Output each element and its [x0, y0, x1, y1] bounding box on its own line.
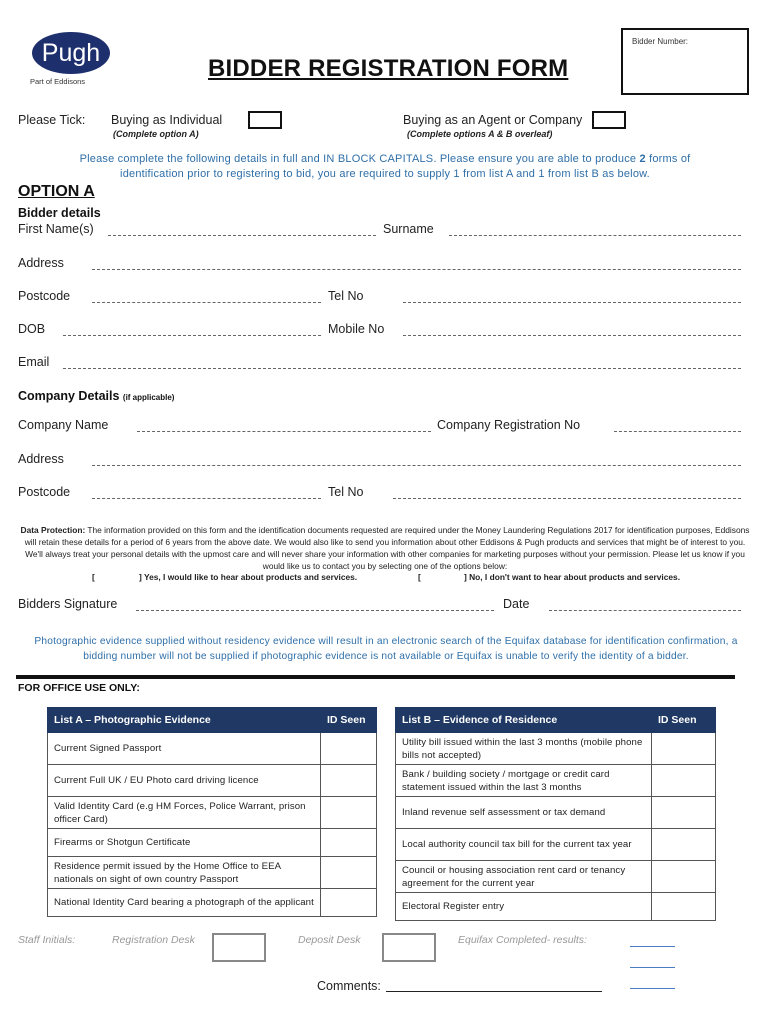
- company-heading-text: Company Details: [18, 389, 120, 403]
- mobile-label: Mobile No: [328, 322, 385, 336]
- table-row: [396, 861, 716, 893]
- list-b-id-seen-cell[interactable]: [652, 829, 716, 861]
- office-use-heading: FOR OFFICE USE ONLY:: [18, 682, 140, 694]
- postcode-label: Postcode: [18, 289, 71, 303]
- address-label: Address: [18, 256, 64, 270]
- list-b-item: Inland revenue self assessment or tax demand: [396, 797, 652, 829]
- equifax-result-line-1[interactable]: [630, 946, 675, 947]
- company-tel-label: Tel No: [328, 485, 364, 499]
- data-protection-label: Data Protection:: [20, 525, 86, 535]
- company-address-label: Address: [18, 452, 64, 466]
- email-field[interactable]: [63, 368, 741, 369]
- table-row: [48, 733, 377, 765]
- first-name-field[interactable]: [108, 235, 376, 236]
- staff-initials-label: Staff Initials:: [18, 934, 76, 946]
- list-a-item: Current Full UK / EU Photo card driving licence: [48, 765, 321, 797]
- option-a-heading: OPTION A: [18, 183, 95, 200]
- date-label: Date: [503, 597, 530, 611]
- company-name-label: Company Name: [18, 418, 109, 432]
- list-b-item: Local authority council tax bill for the current tax year: [396, 829, 652, 861]
- list-b-item: Bank / building society / mortgage or credit card statement issued within the last 3 months: [396, 765, 652, 797]
- tel-label: Tel No: [328, 289, 364, 303]
- marketing-yes-bracket[interactable]: [: [92, 572, 95, 582]
- logo-text: Pugh: [41, 39, 101, 67]
- dob-field[interactable]: [63, 335, 321, 336]
- tel-field[interactable]: [403, 302, 741, 303]
- dob-label: DOB: [18, 322, 46, 336]
- list-b-item: Electoral Register entry: [396, 893, 652, 921]
- list-a-header: List A – Photographic Evidence: [48, 708, 321, 733]
- please-tick-label: Please Tick:: [18, 113, 86, 127]
- surname-field[interactable]: [449, 235, 741, 236]
- list-a-id-seen-cell[interactable]: [321, 889, 377, 917]
- list-b-item: Council or housing association rent card or tenancy agreement for the current year: [396, 861, 652, 893]
- company-details-heading: [18, 389, 174, 403]
- individual-checkbox[interactable]: [248, 111, 282, 129]
- signature-field[interactable]: [136, 610, 494, 611]
- company-heading-sub: (if applicable): [122, 393, 175, 402]
- list-a-item: Firearms or Shotgun Certificate: [48, 829, 321, 857]
- list-b-id-seen-cell[interactable]: [652, 765, 716, 797]
- intro-line2: identification prior to registering to bid, you are required to supply 1 from list A and 1 from list B as below.: [120, 168, 650, 180]
- list-a-id-seen-cell[interactable]: [321, 829, 377, 857]
- list-b-id-seen-header: ID Seen: [652, 708, 716, 733]
- deposit-desk-box[interactable]: [382, 933, 436, 962]
- table-row: [48, 797, 377, 829]
- list-a-table: [47, 707, 377, 917]
- registration-desk-box[interactable]: [212, 933, 266, 962]
- buying-agent-sub: (Complete options A & B overleaf): [407, 129, 553, 139]
- list-a-item: National Identity Card bearing a photograph of the applicant: [48, 889, 321, 917]
- list-b-header-row: [396, 708, 716, 733]
- table-row: [396, 765, 716, 797]
- company-tel-field[interactable]: [393, 498, 741, 499]
- date-field[interactable]: [549, 610, 741, 611]
- equifax-result-line-2[interactable]: [630, 967, 675, 968]
- table-row: [48, 765, 377, 797]
- list-a-item: Current Signed Passport: [48, 733, 321, 765]
- data-protection-text: [18, 524, 752, 572]
- equifax-result-line-3[interactable]: [630, 988, 675, 989]
- surname-label: Surname: [383, 222, 434, 236]
- table-row: [396, 797, 716, 829]
- page-title: BIDDER REGISTRATION FORM: [208, 55, 569, 82]
- list-a-id-seen-cell[interactable]: [321, 733, 377, 765]
- company-postcode-label: Postcode: [18, 485, 71, 499]
- logo-subtitle: Part of Eddisons: [30, 77, 86, 86]
- list-a-id-seen-cell[interactable]: [321, 857, 377, 889]
- list-b-id-seen-cell[interactable]: [652, 733, 716, 765]
- intro-text: [20, 152, 750, 182]
- deposit-desk-label: Deposit Desk: [298, 934, 361, 946]
- company-address-field[interactable]: [92, 465, 741, 466]
- list-a-header-row: [48, 708, 377, 733]
- intro-line1b: 2: [639, 153, 646, 165]
- signature-label: Bidders Signature: [18, 597, 118, 611]
- mobile-field[interactable]: [403, 335, 741, 336]
- equifax-label: Equifax Completed- results:: [458, 934, 587, 946]
- email-label: Email: [18, 355, 50, 369]
- company-name-field[interactable]: [137, 431, 431, 432]
- company-reg-label: Company Registration No: [437, 418, 581, 432]
- agent-checkbox[interactable]: [592, 111, 626, 129]
- list-a-id-seen-cell[interactable]: [321, 797, 377, 829]
- buying-individual-sub: (Complete option A): [113, 129, 199, 139]
- postcode-field[interactable]: [92, 302, 321, 303]
- table-row: [396, 893, 716, 921]
- comments-label: Comments:: [317, 979, 381, 993]
- bidder-details-heading: Bidder details: [18, 206, 101, 220]
- company-postcode-field[interactable]: [92, 498, 321, 499]
- address-field[interactable]: [92, 269, 741, 270]
- list-b-table: [395, 707, 716, 921]
- company-reg-field[interactable]: [614, 431, 741, 432]
- bidder-number-label: Bidder Number:: [632, 37, 689, 46]
- photo-evidence-note: [16, 634, 756, 664]
- marketing-yes-option[interactable]: ] Yes, I would like to hear about products and services.: [139, 572, 358, 582]
- table-row: [48, 829, 377, 857]
- marketing-no-bracket[interactable]: [: [418, 572, 421, 582]
- registration-desk-label: Registration Desk: [112, 934, 195, 946]
- list-b-id-seen-cell[interactable]: [652, 893, 716, 921]
- section-divider: [16, 675, 735, 679]
- list-a-item: Residence permit issued by the Home Office to EEA nationals on sight of own country Passport: [48, 857, 321, 889]
- list-a-id-seen-header: ID Seen: [321, 708, 377, 733]
- intro-line1c: forms of: [645, 153, 691, 165]
- table-row: [396, 829, 716, 861]
- first-name-label: First Name(s): [18, 222, 94, 236]
- photo-note-line2: bidding number will not be supplied if photographic evidence is not available or Equifax is unable to verify the identity of a bidder.: [83, 651, 689, 662]
- table-row: [396, 733, 716, 765]
- buying-agent-label: Buying as an Agent or Company: [403, 113, 583, 127]
- intro-line1a: Please complete the following details in full and IN BLOCK CAPITALS. Please ensure you are able to produce: [79, 153, 640, 165]
- pugh-logo: [32, 32, 110, 74]
- list-b-item: Utility bill issued within the last 3 months (mobile phone bills not accepted): [396, 733, 652, 765]
- table-row: [48, 889, 377, 917]
- comments-field[interactable]: [386, 991, 602, 992]
- data-protection-body: The information provided on this form and the identification documents requested are required under the Money Laundering Regulations 2017 for identification purposes, Eddisons will retain these details for a period of 6 years from the above date. We would also like to send you information about other Eddisons & Pugh products and services that might be of interest to you. We'll always treat your personal details with the upmost care and will never share your information with other companies for marketing purposes without your permission. Please let us know if you would like us to contact you by selecting one of the options below:: [24, 525, 750, 571]
- photo-note-line1: Photographic evidence supplied without residency evidence will result in an electronic search of the Equifax database for identification confirmation, a: [34, 636, 738, 647]
- list-a-id-seen-cell[interactable]: [321, 765, 377, 797]
- marketing-no-option[interactable]: ] No, I don't want to hear about products and services.: [464, 572, 681, 582]
- list-b-id-seen-cell[interactable]: [652, 797, 716, 829]
- list-a-item: Valid Identity Card (e.g HM Forces, Police Warrant, prison officer Card): [48, 797, 321, 829]
- list-b-id-seen-cell[interactable]: [652, 861, 716, 893]
- buying-individual-label: Buying as Individual: [111, 113, 223, 127]
- list-b-header: List B – Evidence of Residence: [396, 708, 652, 733]
- table-row: [48, 857, 377, 889]
